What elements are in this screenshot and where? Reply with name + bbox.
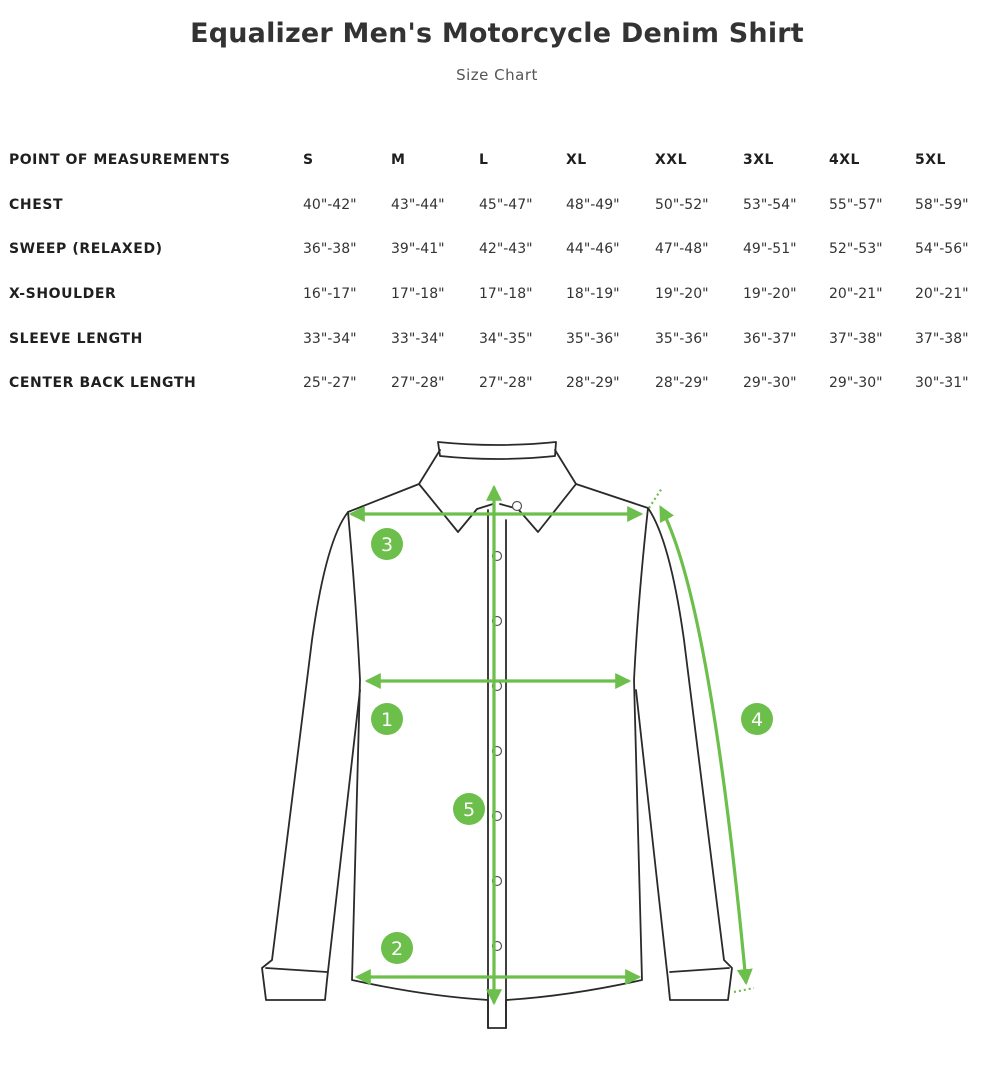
size-header: 3XL: [743, 152, 774, 169]
table-cell: 47"-48": [655, 241, 709, 258]
size-header: XXL: [655, 152, 688, 169]
size-header: M: [391, 152, 406, 169]
table-cell: 58"-59": [915, 196, 969, 213]
svg-text:5: 5: [462, 799, 476, 821]
header-label: POINT OF MEASUREMENTS: [9, 152, 231, 169]
table-cell: 17"-18": [391, 286, 445, 303]
table-cell: 35"-36": [655, 330, 709, 347]
table-cell: 44"-46": [566, 241, 620, 258]
table-cell: 55"-57": [829, 196, 883, 213]
cuff-right: [670, 968, 729, 972]
table-cell: 50"-52": [655, 196, 709, 213]
page-title: Equalizer Men's Motorcycle Denim Shirt: [190, 18, 804, 49]
table-cell: 30"-31": [915, 375, 969, 392]
table-cell: 35"-36": [566, 330, 620, 347]
size-header: 4XL: [829, 152, 860, 169]
table-cell: 17"-18": [479, 286, 533, 303]
table-cell: 42"-43": [479, 241, 533, 258]
row-label: X-SHOULDER: [9, 286, 117, 303]
table-cell: 43"-44": [391, 196, 445, 213]
svg-text:1: 1: [380, 709, 394, 731]
marker-5-icon: [453, 793, 485, 825]
row-label: SWEEP (RELAXED): [9, 241, 163, 258]
marker-3-icon: [371, 528, 403, 560]
row-label: CENTER BACK LENGTH: [9, 375, 197, 392]
row-label: CHEST: [9, 196, 64, 213]
table-cell: 16"-17": [303, 286, 357, 303]
table-cell: 20"-21": [829, 286, 883, 303]
table-cell: 37"-38": [915, 330, 969, 347]
collar-band: [438, 442, 556, 459]
row-label: SLEEVE LENGTH: [9, 330, 143, 347]
size-header: 5XL: [915, 152, 946, 169]
table-cell: 45"-47": [479, 196, 533, 213]
shirt-outline: [262, 442, 732, 1028]
table-cell: 28"-29": [655, 375, 709, 392]
page-subtitle: Size Chart: [456, 66, 538, 84]
table-cell: 37"-38": [829, 330, 883, 347]
table-cell: 34"-35": [479, 330, 533, 347]
table-cell: 52"-53": [829, 241, 883, 258]
table-cell: 48"-49": [566, 196, 620, 213]
table-cell: 29"-30": [829, 375, 883, 392]
table-cell: 29"-30": [743, 375, 797, 392]
svg-text:2: 2: [390, 938, 404, 960]
table-cell: 33"-34": [391, 330, 445, 347]
buttons: [493, 502, 522, 951]
table-cell: 49"-51": [743, 241, 797, 258]
svg-text:4: 4: [750, 709, 764, 731]
marker-1-icon: [371, 703, 403, 735]
measurement-lines: [352, 488, 746, 1002]
table-cell: 36"-38": [303, 241, 357, 258]
table-cell: 18"-19": [566, 286, 620, 303]
table-cell: 19"-20": [655, 286, 709, 303]
size-header: L: [479, 152, 489, 169]
measurement-markers: [371, 528, 773, 964]
cuff-left: [266, 968, 327, 972]
table-cell: 36"-37": [743, 330, 797, 347]
table-cell: 27"-28": [479, 375, 533, 392]
button-icon: [513, 502, 522, 511]
table-cell: 53"-54": [743, 196, 797, 213]
table-cell: 25"-27": [303, 375, 357, 392]
marker-4-icon: [741, 703, 773, 735]
sleeve-left: [262, 512, 360, 1000]
size-header: S: [303, 152, 314, 169]
table-cell: 40"-42": [303, 196, 357, 213]
size-header: XL: [566, 152, 587, 169]
table-cell: 39"-41": [391, 241, 445, 258]
table-cell: 27"-28": [391, 375, 445, 392]
table-cell: 19"-20": [743, 286, 797, 303]
marker-2-icon: [381, 932, 413, 964]
sleeve-right: [636, 508, 732, 1000]
collar-left: [419, 450, 493, 532]
collar-right: [500, 450, 576, 532]
table-cell: 20"-21": [915, 286, 969, 303]
table-cell: 33"-34": [303, 330, 357, 347]
svg-text:3: 3: [380, 534, 394, 556]
table-cell: 54"-56": [915, 241, 969, 258]
table-cell: 28"-29": [566, 375, 620, 392]
